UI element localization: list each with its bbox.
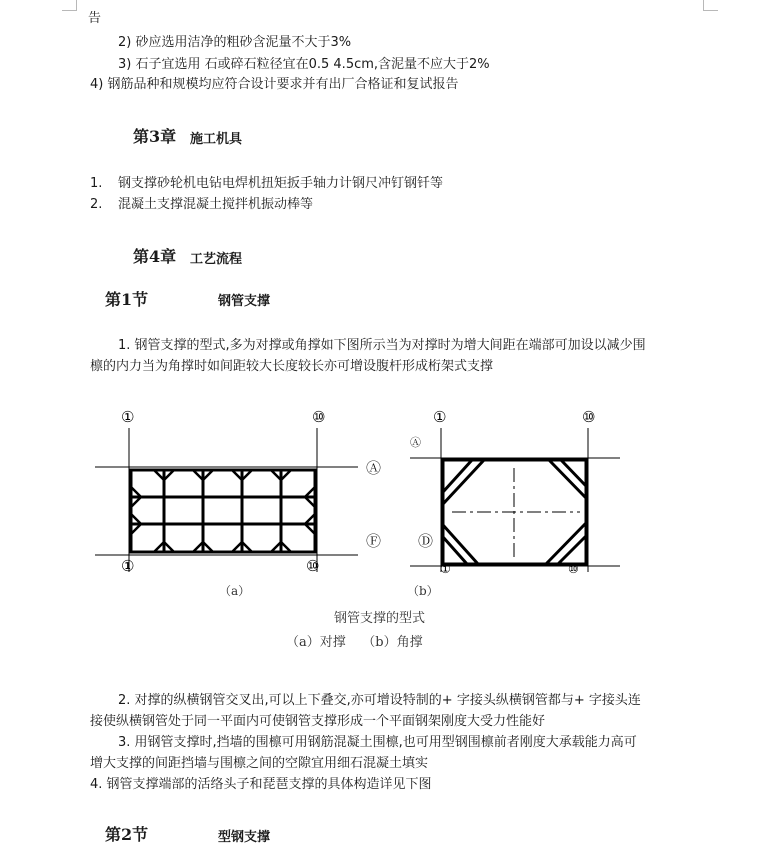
section-2-title: 型钢支撑 bbox=[218, 830, 271, 845]
figure-a-col-end-label: ⑩ bbox=[312, 408, 326, 426]
section-1-para-2-line-2: 接使纵横钢管处于同一平面内可使钢管支撑形成一个平面钢架刚度大受力性能好 bbox=[90, 714, 546, 729]
chapter-3-item-2-num: 2. bbox=[90, 197, 103, 212]
figure-a-row-top-label: Ⓐ bbox=[366, 459, 382, 477]
chapter-4-title: 工艺流程 bbox=[190, 252, 243, 267]
figure-a-caption: （a） bbox=[219, 584, 251, 598]
section-1-para-2-line-1: 2. 对撑的纵横钢管交叉出,可以上下叠交,亦可增设特制的+ 字接头纵横钢管都与+ 字接头连 bbox=[118, 693, 641, 708]
figure-b-row-top-label: Ⓐ bbox=[410, 436, 421, 449]
chapter-3-number: 第3章 bbox=[133, 127, 177, 146]
figure-b-corner-bracing bbox=[410, 428, 620, 572]
figure-a-bottom-start-label: ① bbox=[121, 557, 135, 575]
chapter-4-number: 第4章 bbox=[133, 247, 177, 266]
figure-b-bottom-start-label: ① bbox=[440, 562, 451, 576]
chapter-3-item-1-num: 1. bbox=[90, 176, 103, 191]
figure-b-row-bottom-label: Ⓓ bbox=[418, 532, 434, 550]
figure-b-bottom-end-label: ⑩ bbox=[568, 562, 579, 576]
section-1-para-4: 4. 钢管支撑端部的活络头子和琵琶支撑的具体构造详见下图 bbox=[90, 777, 432, 792]
top-fragment-text: 告 bbox=[88, 11, 102, 26]
section-1-title: 钢管支撑 bbox=[218, 294, 271, 309]
chapter-3-title: 施工机具 bbox=[190, 132, 243, 147]
figure-a-bottom-end-label: ⑩ bbox=[306, 557, 320, 575]
section-1-para-1-line-2: 檩的内力当为角撑时如间距较大长度较长亦可增设腹杆形成桁架式支撑 bbox=[90, 359, 494, 374]
figure-a-col-start-label: ① bbox=[121, 408, 135, 426]
section-1-number: 第1节 bbox=[105, 290, 149, 309]
figure-caption: 钢管支撑的型式 bbox=[334, 611, 426, 626]
figure-b-col-end-label: ⑩ bbox=[582, 408, 596, 426]
section-1-para-3-line-1: 3. 用钢管支撑时,挡墙的围檩可用钢筋混凝土围檩,也可用型钢围檩前者刚度大承载能力高可 bbox=[118, 735, 637, 750]
figure-subcaption: （a）对撑 （b）角撑 bbox=[286, 635, 423, 650]
material-item-3: 3) 石子宜选用 石或碎石粒径宜在0.5 4.5cm,含泥量不应大于2% bbox=[118, 57, 490, 72]
material-item-2: 2) 砂应选用洁净的粗砂含泥量不大于3% bbox=[118, 35, 352, 50]
figure-a-opposite-bracing bbox=[95, 428, 358, 572]
material-item-4: 4) 钢筋品种和规模均应符合设计要求并有出厂合格证和复试报告 bbox=[90, 77, 459, 92]
section-1-para-3-line-2: 增大支撑的间距挡墙与围檩之间的空隙宜用细石混凝土填实 bbox=[90, 756, 429, 771]
section-1-para-1-line-1: 1. 钢管支撑的型式,多为对撑或角撑如下图所示当为对撑时为增大间距在端部可加设以减少围 bbox=[118, 338, 646, 353]
figure-b-caption: （b） bbox=[407, 584, 439, 598]
section-2-number: 第2节 bbox=[105, 825, 149, 844]
figure-b-col-start-label: ① bbox=[433, 408, 447, 426]
chapter-3-item-1-text: 钢支撑砂轮机电钻电焊机扭矩扳手轴力计钢尺冲钉钢钎等 bbox=[118, 176, 444, 191]
chapter-3-item-2-text: 混凝土支撑混凝土搅拌机振动棒等 bbox=[118, 197, 314, 212]
figure-a-row-bottom-label: Ⓕ bbox=[366, 532, 382, 550]
